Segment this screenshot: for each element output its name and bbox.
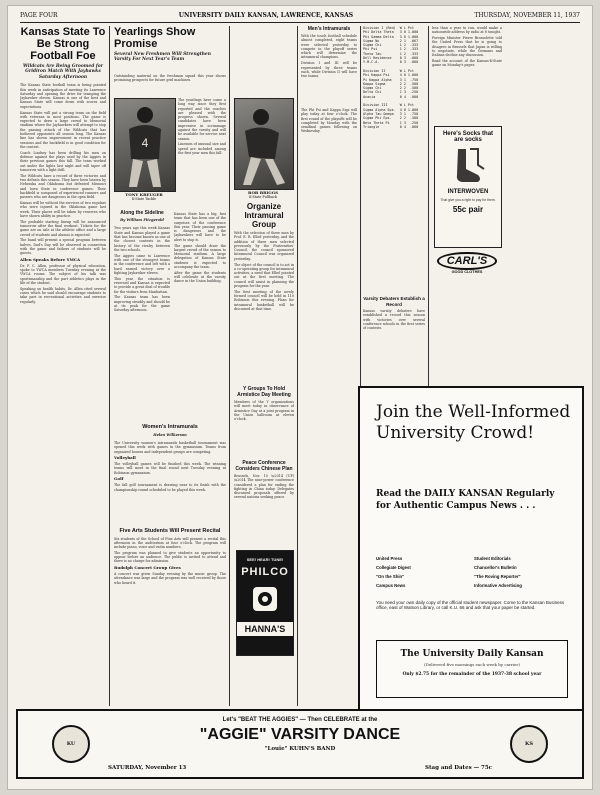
dance-ad-date: SATURDAY, November 13 [108, 765, 187, 771]
headline-debaters: Varsity Debaters Establish a Record [363, 296, 425, 307]
dance-ad-footer [108, 765, 492, 771]
ad-interwoven-socks: Here's Socks that are socks INTERWOVEN That give you a right to pay for them. 55c pair [434, 126, 502, 248]
standings-row: Sigma Chi 2 2 .500 [363, 86, 419, 91]
feature-item: Collegiate Digest [376, 565, 411, 570]
socks-ad-price: 55c pair [452, 205, 484, 214]
standings-row: Division III W L Pct [363, 103, 415, 108]
article-kansas-state: Kansas State To Be Strong Football Foe Wildcats Are Being Groomed for Gridiron Match With Jayhawks Saturday Afternoon The Kansas State football team is being pointed this week in anticipation of meeting its Lawrence Saturday and opening the drive for tramping the Jayhawker eleven. Kansas is one of the best and Kansas State will come down with scores and expectations. Kansas State will put a strong team on the field with veterans in most positions. The game is expected to draw a large crowd to Memorial stadium where the Jayhawkers will attempt to stop the passing attack of the Wildcats that has bothered opponents all season long. The Kansas line has shown improvement in recent practice sessions and the backfield is in good condition for the contest. Coach Lindsey has been drilling his men on defense against the plays used by the Aggies in their previous games this fall. The team worked out under the lights last night and will taper off tomorrow with a light drill. The Wildcats have a record of three victories and two defeats this season. They have been beaten by Nebraska and Oklahoma but defeated Missouri and Iowa State in conference games. Their backfield is composed of experienced runners and passers who are dangerous in the open field. Kansas will be without the services of two regulars who were injured in the Oklahoma game last week. Their places will be taken by reserves who have shown ability in practice. The probable starting lineup will be announced tomorrow after the final workout. Tickets for the game are on sale at the athletic office and a large crowd of students and alumni is expected. The band will present a special program between halves. Dad's Day will be observed in connection with the game and fathers of students will be guests. Allen Speaks Before YMCA Dr. F. C. Allen, professor of physical education, spoke to YWCA members Tuesday evening at the YWCA rooms. The subject of his talk was sportsmanship and the part athletics plays in the life of the student. Speaking on health habits, Dr. Allen cited several cases which he said should encourage students to take part in recreational activities and exercise regularly. [20, 26, 106, 304]
article-sideline: Along the Sideline By William Fitzgerald Two years ago this week Kansas State and Kansas played a game that has become known as one of the closest contests in the history of the rivalry between the two schools. The Aggies came to Lawrence with one of the strongest teams in the conference and left with a hard earned victory over a fighting Jayhawker eleven. This year the situation is reversed and Kansas is expected to provide a great deal of trouble for the visitors from Manhattan. The Kansas team has been improving steadily and should be at its peak for the game Saturday afternoon. [114, 210, 170, 313]
socks-ad-title: Here's Socks that are socks [442, 131, 494, 143]
headline-intramural-group: Organize Intramural Group [244, 202, 284, 229]
feature-item: Informative Advertising [474, 583, 522, 588]
standings-row: Alpha Tau Omega 3 1 .750 [363, 111, 419, 116]
standings-row: Kappa Sigma 2 2 .500 [363, 81, 419, 86]
standings-row: Sigma Nu 2 1 .667 [363, 38, 419, 43]
photo-caption-2-name: BOB BRIGGS [247, 190, 278, 195]
ad-daily-kansan [358, 386, 584, 712]
radio-icon [250, 584, 280, 614]
standings-row: Phi Delta Theta 3 0 1.000 [363, 30, 419, 35]
kansan-ad-box-sub: (Delivered five mornings each week by carrier) [424, 662, 520, 667]
feature-item: "On the Shin" [376, 574, 405, 579]
standings-row: Phi Gamma Delta 3 0 1.000 [363, 34, 419, 39]
headline-armistice: Y Groups To Hold Armistice Day Meeting [237, 386, 291, 398]
standings-row: Sigma Alpha Eps. 4 0 1.000 [363, 107, 419, 112]
radio-ad-store: HANNA'S [237, 622, 293, 636]
standings-row: Triangle 0 4 .000 [363, 124, 419, 129]
photo-caption-1 [114, 192, 174, 201]
radio-ad-brand: PHILCO [241, 566, 289, 578]
kansan-ad-regular: Read the DAILY KANSAN Regularly for Authentic Campus News . . . [376, 489, 555, 511]
standings-lines [363, 26, 425, 129]
photo-caption-2-sub: K-State Fullback [249, 195, 277, 199]
column-divider [360, 26, 361, 386]
ad-carls [434, 250, 500, 280]
sock-icon [448, 147, 488, 185]
headline-yearlings: Yearlings Show Promise [114, 26, 196, 50]
column-divider [109, 26, 110, 706]
column-divider [297, 26, 298, 706]
photo-caption-2 [234, 190, 292, 199]
feature-item: Campus News [376, 583, 406, 588]
kansan-ad-box-title: The University Daily Kansan [400, 649, 544, 659]
feature-item: Student Editorials [474, 556, 511, 561]
feature-item: "The Roving Reporter" [474, 574, 521, 579]
article-arts-students: Five Arts Students Will Present Recital Six students of the School of Fine Arts will present a recital this afternoon in the auditorium at four o'clock. The program will include piano, voice and violin numbers. The program was planned to give students an opportunity to appear before an audience. The public is invited to attend and there is no charge for admission. Rudolph Concert Group Gives A concert was given Sunday evening by the music group. The attendance was large and the program was well received by those who heard it. [114, 528, 226, 585]
standings-row: Dell Residence 0 3 .000 [363, 56, 419, 61]
kansan-ad-features [376, 556, 572, 588]
byline-sideline: By William Fitzgerald [120, 218, 164, 222]
article-peace-conference: Peace Conference Considers Chinese Plan Brussels, Nov. 10 \u2014 (UP) \u2014 The nine-power conference considered a plan for ending the fighting in China today. Delegates discussed proposals offered by several nations seeking peace. [234, 460, 294, 500]
article-womens-intramurals: Women's Intramurals Helen Wilkerson The University women's intramurals basketball tournament was opened this week with games in the gymnasium. Teams from organized houses and independent groups are competing. Volleyball The volleyball games will be finished this week. The winning teams will meet in the final round next Tuesday evening at Robinson gymnasium. Golf The fall golf tournament is drawing near to its finish with the championship round scheduled to be played this week. [114, 424, 226, 492]
article-intramural-group: Organize Intramural Group With the selection of three men by Prof. E. R. Elbel yesterday, and the addition of three men selected previously by the Fraternities' Council, the council sponsored Intramural Council was organized yesterday. The object of the council is to act in a co-operating group for intramural activities, a need that Elbel pointed out at the first meeting. The council will assist in planning the program for the year. The first meeting of the newly formed council will be held in 110 Robinson this evening. Plans for intramural basketball will be discussed at that time. [234, 202, 294, 312]
article-mens-intramurals-2: The Phi Psi and Kappa Sigs will play today at four o'clock. The first round of the playoffs will be completed by Monday with the semifinal games following on Wednesday. [301, 108, 357, 134]
standings-row: Sigma Phi Eps. 2 2 .500 [363, 116, 419, 121]
ad-philco-radio [236, 550, 294, 656]
column-divider [229, 26, 230, 706]
deck-yearlings: Several New Freshmen Will Strengthen Varsity For Next Year's Team [114, 52, 211, 63]
byline-womens-intramurals: Helen Wilkerson [153, 432, 187, 437]
dance-ad-band: "Louie" KUHN'S BAND [264, 746, 336, 752]
headline-womens-intramurals: Women's Intramurals [142, 424, 198, 430]
article-yearlings-body: The yearlings have come a long way since they first reported and the coaches are pleased with the progress shown. Several candidates have been impressive in scrimmage against the varsity and will be available for service next season. Linemen of unusual size and speed are included among the first year men this fall. [178, 98, 226, 156]
photo-football-player-1 [114, 98, 176, 192]
dance-ad-line1: Let's "BEAT THE AGGIES" — Then CELEBRATE at the [222, 717, 378, 723]
column-divider [428, 26, 429, 386]
headline-kansas-state: Kansas State To Be Strong Football Foe [20, 26, 106, 62]
standings-row: Beta Theta Pi 1 3 .250 [363, 120, 419, 125]
page-number: PAGE FOUR [20, 12, 58, 19]
carls-ad-name: CARL'S [437, 252, 498, 270]
standings-row: Delta Chi 1 3 .250 [363, 90, 419, 95]
standings-row: Division I (Red) W L Pct [363, 26, 415, 30]
article-yearlings-head [114, 26, 226, 70]
feature-item: Chancellor's Bulletin [474, 565, 517, 570]
standings-row: Pi Kappa Alpha 3 1 .750 [363, 77, 419, 82]
kansan-ad-box-price: Only $2.75 for the remainder of the 1937-38 school year [402, 672, 542, 677]
standings-row: Division II W L Pct [363, 68, 415, 73]
ad-varsity-dance [16, 709, 584, 779]
standings-row: Phi Kappa Psi 4 0 1.000 [363, 73, 419, 78]
kansan-ad-text: You need your own daily copy of the official student newspaper. Come to the Kansan Business office, east of Watson Library, or call K.U. 66 and ask that your paper be started. [376, 600, 565, 611]
standings-row: Phi Psi 1 2 .333 [363, 47, 419, 52]
socks-ad-brand: INTERWOVEN [447, 189, 489, 195]
emblem-right: KS [510, 725, 548, 763]
article-sideline-cont: Kansas State has a big, fast team that has been one of the surprises of the conference this year. Their passing game is dangerous and the Jayhawkers will have to be alert to stop it. The game should draw the largest crowd of the season to Memorial stadium. A large delegation of Kansas State students is expected to accompany the team. After the game the students will celebrate at the varsity dance in the Union building. [174, 212, 226, 284]
article-body: The Kansas State football team is being pointed this week in anticipation of meeting its Lawrence Saturday and opening the drive for tramping the Jayhawker eleven. Kansas is one of the best and Kansas State will come down with scores and expectations. [20, 83, 106, 109]
carls-ad-sub: GOOD CLOTHES [451, 270, 483, 274]
dance-ad-price: Stag and Dates — 75c [425, 765, 492, 771]
headline-peace-conference: Peace Conference Considers Chinese Plan [235, 460, 293, 472]
subhead-volleyball: Volleyball [114, 454, 136, 460]
newspaper-name: UNIVERSITY DAILY KANSAN, LAWRENCE, KANSAS [178, 12, 354, 19]
kansan-ad-join: Join the Well-Informed University Crowd! [376, 402, 571, 443]
newspaper-page [8, 6, 592, 789]
player-silhouette-2 [235, 99, 293, 189]
article-mens-intramurals: Men's Intramurals With the touch football schedule almost completed, eight teams were selected yesterday to compete in the playoff series which will determine the intramural champions. Division I and III will be represented by three teams each, while Division II will have two teams. [301, 26, 357, 79]
issue-date: THURSDAY, NOVEMBER 11, 1937 [474, 12, 580, 19]
article-debaters: Varsity Debaters Establish a Record Kansas varsity debaters have established a record this season with victories over several conference schools in the first series of contests. [363, 296, 425, 331]
standings-row: Sigma Chi 1 2 .333 [363, 43, 419, 48]
svg-text:4: 4 [141, 136, 149, 150]
radio-ad-top: SEE! HEAR! TUNE! [246, 557, 284, 562]
photo-caption-1-sub: K-State Tackle [132, 197, 156, 201]
headline-sideline: Along the Sideline [120, 210, 164, 216]
article-column-7: less than a year to run, would make a nationwide address by radio at 8 tonight. Foreign Minister Pierre Brossolette told the United Press that he is going to disagree in Brussels that Japan is willing to negotiate, while the Germans and Italians decline any discussion. Read the account of the Kansas-K-State game on Monday's paper. [432, 26, 502, 68]
masthead [20, 12, 580, 23]
player-silhouette-1 [115, 99, 175, 191]
photo-caption-1-name: TONY KREUGER [125, 192, 163, 197]
feature-item: United Press [376, 556, 403, 561]
headline-mens-intramurals: Men's Intramurals [307, 26, 351, 32]
emblem-left: KU [52, 725, 90, 763]
standings-row: Theta Tau 1 2 .333 [363, 51, 419, 56]
photo-football-player-2 [234, 98, 294, 190]
headline-arts-students: Five Arts Students Will Present Recital [119, 528, 221, 534]
subhead-golf: Golf [114, 475, 124, 481]
deck-kansas-state: Wildcats Are Being Groomed for Gridiron Match With Jayhawks Saturday Afternoon [23, 64, 103, 80]
standings-row: Y.M.C.A. 0 3 .000 [363, 60, 419, 65]
article-yearlings-intro: Outstanding material on the freshman squad this year shows promising prospects for future grid machines. [114, 74, 226, 83]
article-armistice: Y Groups To Hold Armistice Day Meeting Members of the Y organizations will meet today in observance of Armistice Day at a joint program in the Union ballroom at eleven o'clock. [234, 386, 294, 422]
dance-ad-title: "AGGIE" VARSITY DANCE [199, 726, 401, 743]
standings-row: Acacia 0 4 .000 [363, 94, 419, 99]
kansan-ad-subscription-box [376, 640, 568, 698]
